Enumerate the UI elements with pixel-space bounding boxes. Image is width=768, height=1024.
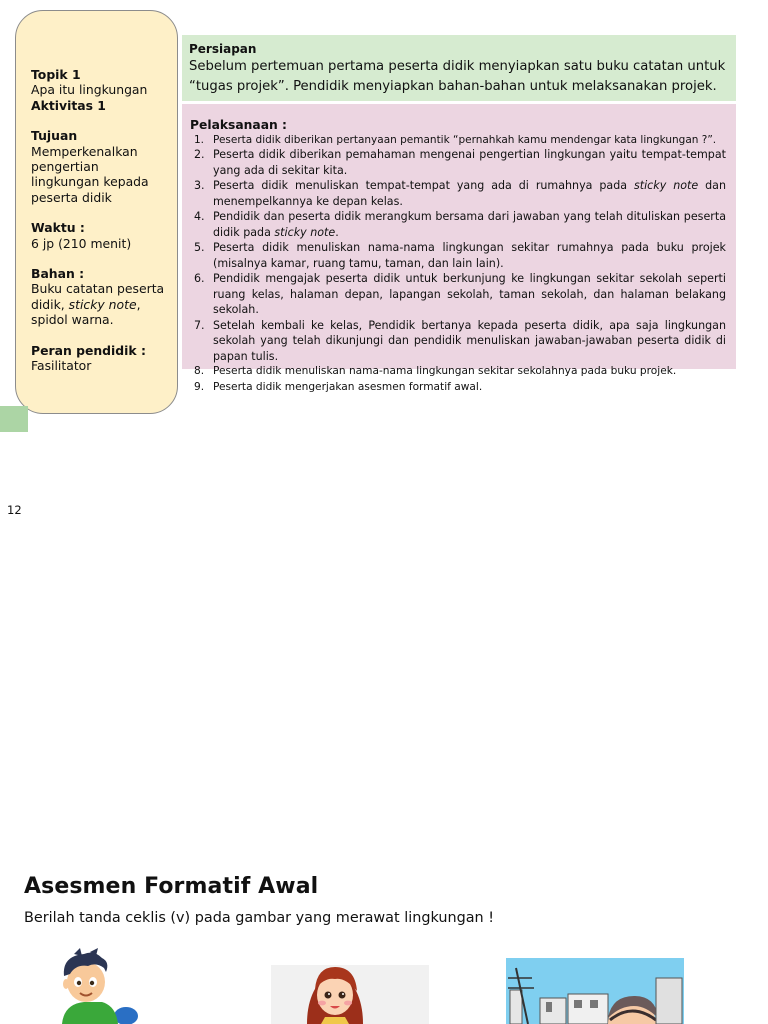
peran-label: Peran pendidik : xyxy=(31,342,146,358)
tujuan-value: Memperkenalkan pengertian lingkungan kepada peserta didik xyxy=(31,143,149,205)
bahan-text-italic: sticky note xyxy=(68,296,137,312)
pelaksanaan-steps xyxy=(190,133,726,395)
girl-illustration[interactable] xyxy=(271,965,429,1024)
list-item xyxy=(190,240,726,271)
step-text-italic: sticky note xyxy=(633,179,699,192)
waktu-value: 6 jp (210 menit) xyxy=(31,235,132,251)
step-text: Peserta didik menuliskan tempat-tempat yang ada di rumahnya pada xyxy=(213,179,634,192)
list-item xyxy=(190,133,768,147)
topik-label: Topik 1 xyxy=(31,67,81,82)
decorative-green-square xyxy=(0,406,28,432)
step-text: Peserta didik menuliskan nama-nama lingkungan sekitar sekolahnya pada buku projek. xyxy=(213,365,677,377)
waktu-block xyxy=(31,220,167,251)
tujuan-label: Tujuan xyxy=(31,128,78,144)
pelaksanaan-title: Pelaksanaan : xyxy=(190,118,287,132)
persiapan-title: Persiapan xyxy=(189,42,257,56)
bahan-value xyxy=(31,281,167,327)
step-number: 4. xyxy=(194,210,205,223)
boy-cartoon-icon xyxy=(44,948,144,1024)
city-scene-illustration[interactable] xyxy=(506,958,684,1024)
step-number: 2. xyxy=(194,148,205,161)
list-item xyxy=(190,271,726,318)
asesmen-instruction: Berilah tanda ceklis (v) pada gambar yang merawat lingkungan ! xyxy=(24,910,495,926)
step-number: 3. xyxy=(194,179,205,192)
list-item xyxy=(190,178,726,209)
peran-value: Fasilitator xyxy=(31,358,92,374)
step-text: Peserta didik menuliskan nama-nama lingkungan sekitar rumahnya pada buku projek (misalnya kamar, ruang tamu, taman, dan lain lain). xyxy=(213,241,726,270)
peran-block xyxy=(31,343,167,374)
step-text: . xyxy=(335,225,339,239)
asesmen-title: Asesmen Formatif Awal xyxy=(24,874,319,899)
step-text: Peserta didik mengerjakan asesmen formatif awal. xyxy=(213,380,483,393)
topik-block xyxy=(31,67,167,113)
activity-info-card xyxy=(15,10,178,414)
bahan-label: Bahan : xyxy=(31,266,85,282)
list-item xyxy=(190,364,726,380)
page-number: 12 xyxy=(7,503,22,517)
persiapan-text: Sebelum pertemuan pertama peserta didik menyiapkan satu buku catatan untuk “tugas projek”. Pendidik menyiapkan bahan-bahan untuk melaksanakan projek. xyxy=(189,59,726,94)
list-item xyxy=(190,147,726,178)
bahan-text-2: , spidol warna. xyxy=(31,296,141,328)
girl-cartoon-icon xyxy=(271,965,429,1024)
tujuan-block xyxy=(31,128,167,205)
city-scene-icon xyxy=(506,958,684,1024)
step-text: Pendidik dan peserta didik merangkum bersama dari jawaban yang telah dituliskan peserta didik pada xyxy=(213,210,726,239)
step-text-italic: sticky note xyxy=(274,225,336,239)
bahan-text-1: Buku catatan peserta didik, xyxy=(31,281,165,312)
step-text: Peserta didik diberikan pertanyaan pemantik “pernahkah kamu mendengar kata lingkungan ?”. xyxy=(213,134,717,146)
pelaksanaan-section xyxy=(190,118,726,395)
step-text: Setelah kembali ke kelas, Pendidik bertanya kepada peserta didik, apa saja lingkungan sekolah yang telah dikunjungi dan pendidik menuliskan jawaban-jawaban peserta didik di papan tulis. xyxy=(213,318,726,363)
step-number: 9. xyxy=(194,380,205,393)
step-text: Pendidik mengajak peserta didik untuk berkunjung ke lingkungan sekitar sekolah seperti ruang kelas, halaman depan, lapangan sekolah, taman sekolah, dan halaman belakang sekolah. xyxy=(213,272,726,316)
step-number: 8. xyxy=(194,365,205,377)
step-number: 6. xyxy=(194,272,205,285)
step-number: 5. xyxy=(194,241,205,254)
list-item xyxy=(190,380,726,396)
waktu-label: Waktu : xyxy=(31,220,85,236)
list-item xyxy=(190,209,726,240)
aktivitas-label: Aktivitas 1 xyxy=(31,97,106,113)
boy-illustration[interactable] xyxy=(44,948,144,1024)
step-number: 7. xyxy=(194,318,205,332)
step-text: Peserta didik diberikan pemahaman mengenai pengertian lingkungan yaitu tempat-tempat yang ada di sekitar kita. xyxy=(213,148,726,177)
persiapan-section xyxy=(182,35,736,101)
step-text: dan menempelkannya ke depan kelas. xyxy=(213,179,726,208)
topik-value: Apa itu lingkungan xyxy=(31,82,148,98)
list-item xyxy=(190,318,726,365)
bahan-block xyxy=(31,266,167,328)
step-number: 1. xyxy=(194,134,205,146)
